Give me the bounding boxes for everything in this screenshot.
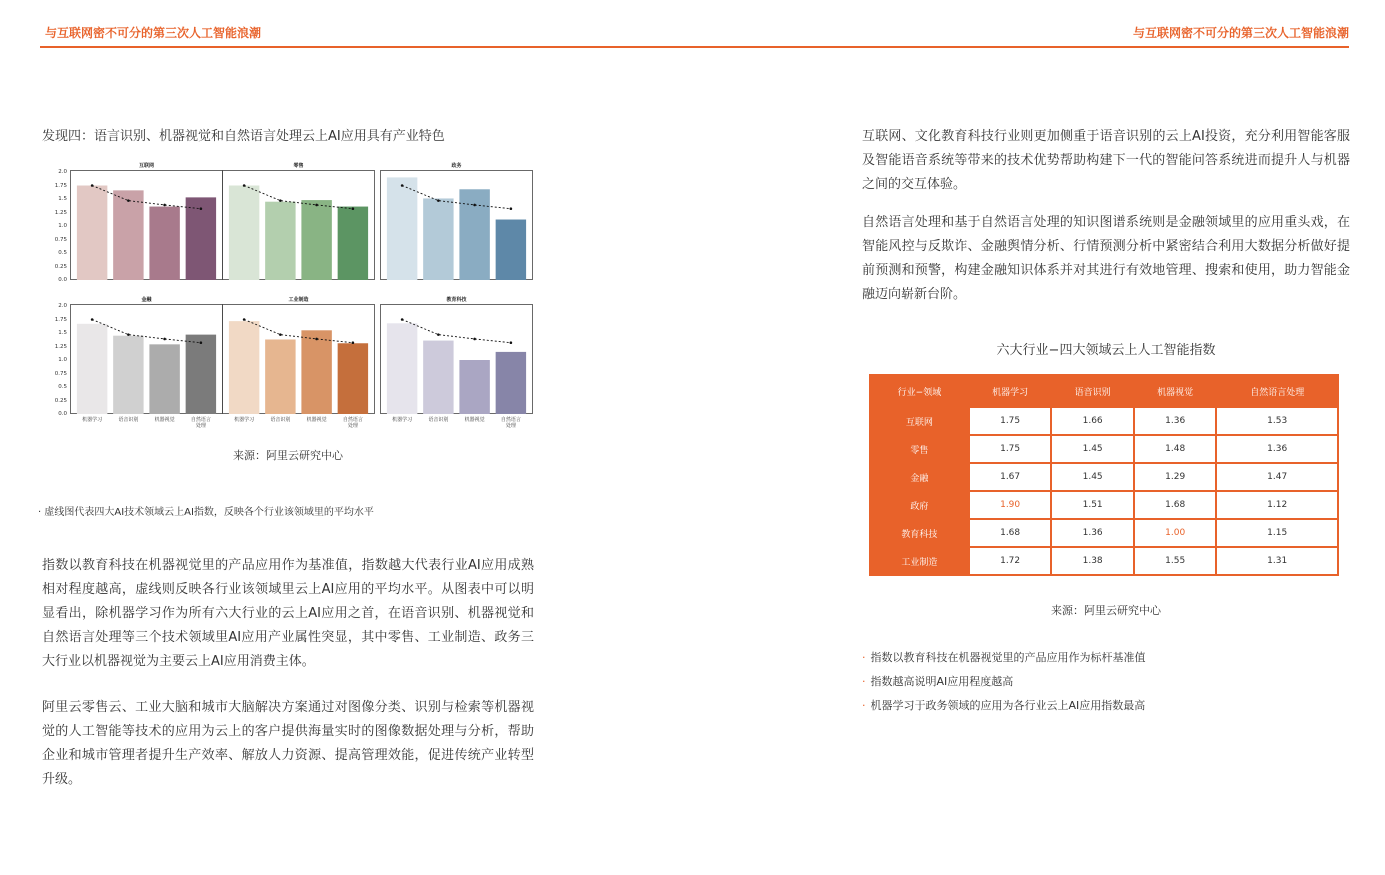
chart-panel-title: 政务 [451,163,462,169]
table-cell: 1.66 [1051,407,1134,435]
chart-avg-line [402,320,511,343]
bullet-dot-icon: · [862,651,866,664]
chart-panel-title: 互联网 [138,163,154,169]
table-title: 六大行业−四大领域云上人工智能指数 [996,343,1216,358]
index-table [869,374,1339,576]
chart-panel [70,296,223,428]
table-cell: 1.36 [1051,519,1134,547]
bullet-list [862,652,1350,712]
chart-y-tick-label: 0.0 [58,277,67,283]
chart-avg-point [352,341,355,344]
chart-avg-point [200,207,203,210]
chart-bar [496,220,526,280]
table-header-cell: 行业−领域 [870,375,969,407]
table-header-cell: 机器视觉 [1134,375,1217,407]
chart-x-tick-label: 机器学习 [392,417,413,423]
table-row [870,407,1338,435]
body-paragraph-2: 阿里云零售云、工业大脑和城市大脑解决方案通过对图像分类、识别与检索等机器视觉的人工智能等技术的应用为云上的客户提供海量实时的图像数据处理与分析，帮助企业和城市管理者提升生产效率、解放人力资源、提高管理效能，促进传统产业转型升级。 [42,700,534,787]
chart-panel-title: 工业制造 [288,297,309,303]
chart-bar [301,200,331,280]
chart-y-tick-label: 2.0 [58,169,67,175]
body-paragraph-1: 指数以教育科技在机器视觉里的产品应用作为基准值，指数越大代表行业AI应用成熟相对程度越高，虚线则反映各行业该领域里云上AI应用的平均水平。从图表中可以明显看出，除机器学习作为所有六大行业的云上AI应用之首，在语音识别、机器视觉和自然语言处理等三个技术领域里AI应用产业属性突显，其中零售、工业制造、政务三大行业以机器视觉为主要云上AI应用消费主体。 [42,558,534,669]
chart-note: · 虚线图代表四大AI技术领域云上AI指数，反映各个行业该领域里的平均水平 [38,507,374,518]
chart-y-tick-label: 1.5 [58,330,67,336]
chart-avg-point [91,318,94,321]
chart-x-tick-label: 语音识别 [118,417,139,423]
chart-y-tick-label: 1.5 [58,196,67,202]
chart-avg-point [315,204,318,207]
bullet-dot-icon: · [862,699,866,712]
chart-panel [70,162,223,294]
table-row [870,435,1338,463]
chart-bar [229,186,259,281]
chart-y-tick-label: 0.5 [58,250,67,256]
table-row-header: 零售 [870,435,969,463]
bullet-dot-icon: · [862,675,866,688]
table-cell: 1.67 [969,463,1052,491]
chart-avg-point [401,184,404,187]
chart-bar [387,323,417,414]
chart-avg-line [92,320,201,343]
chart-bar [77,186,107,281]
table-cell: 1.45 [1051,435,1134,463]
table-cell: 1.51 [1051,491,1134,519]
bullet-item [862,700,1350,712]
chart-plot [222,304,375,414]
chart-y-tick-label: 1.25 [54,343,67,350]
table-cell-highlight: 1.90 [969,491,1052,519]
bullet-item [862,676,1350,688]
table-header-row [870,375,1338,407]
chart-bar [149,207,179,280]
chart-bar [265,202,295,280]
chart-panel [380,162,533,294]
table-cell: 1.68 [1134,491,1217,519]
chart-plot [70,170,223,280]
header-title-right: 与互联网密不可分的第三次人工智能浪潮 [1132,26,1349,40]
chart-x-tick-label: 机器视觉 [464,417,485,423]
right-paragraph-2: 自然语言处理和基于自然语言处理的知识图谱系统则是金融领域里的应用重头戏，在智能风控与反欺诈、金融舆情分析、行情预测分析中紧密结合利用大数据分析做好提前预测和预警，构建金融知识体系并对其进行有效地管理、搜索和使用，助力智能金融迈向崭新台阶。 [862,215,1350,302]
chart-avg-point [437,199,440,202]
table-header-cell: 自然语言处理 [1216,375,1338,407]
chart-bar [265,339,295,414]
chart-y-tick-label: 2.0 [58,303,67,309]
chart-avg-line [244,186,353,209]
table-row [870,463,1338,491]
table-cell: 1.36 [1216,435,1338,463]
chart-bar [229,321,259,414]
chart-bar [113,190,143,280]
chart-avg-point [200,341,203,344]
chart-bar [459,189,489,280]
chart-plot [380,304,533,414]
chart-panel [380,296,533,428]
right-paragraph-1: 互联网、文化教育科技行业则更加侧重于语音识别的云上AI投资，充分利用智能客服及智能语音系统等带来的技术优势帮助构建下一代的智能问答系统进而提升人与机器之间的交互体验。 [862,129,1350,192]
chart-y-tick-label: 0.0 [58,411,67,417]
table-cell: 1.47 [1216,463,1338,491]
left-column [38,125,534,792]
chart-y-tick-label: 0.75 [54,236,67,243]
chart-bar [423,198,453,280]
table-cell: 1.75 [969,407,1052,435]
chart-avg-point [401,318,404,321]
chart-y-tick-label: 1.25 [54,209,67,216]
table-cell: 1.75 [969,435,1052,463]
table-cell: 1.12 [1216,491,1338,519]
table-row-header: 工业制造 [870,547,969,575]
table-row-header: 政府 [870,491,969,519]
chart-bar [149,344,179,414]
bullet-text: 机器学习于政务领域的应用为各行业云上AI应用指数最高 [870,699,1146,712]
chart-avg-line [402,186,511,209]
chart-avg-point [279,333,282,336]
table-cell: 1.68 [969,519,1052,547]
header-divider [40,46,1349,48]
bar-chart-grid [42,162,534,447]
chart-bar [338,343,368,414]
chart-x-tick-label: 语音识别 [428,417,449,423]
chart-plot [222,170,375,280]
chart-bar [301,330,331,414]
chart-panel [222,296,375,428]
chart-bar [113,336,143,414]
chart-bar [459,360,489,414]
right-column [862,125,1350,724]
header-title-left: 与互联网密不可分的第三次人工智能浪潮 [45,26,262,40]
chart-y-tick-label: 1.0 [58,223,67,229]
chart-bar [77,324,107,414]
bullet-item [862,652,1350,664]
chart-avg-point [163,204,166,207]
chart-avg-point [473,204,476,207]
chart-avg-point [163,338,166,341]
table-cell: 1.48 [1134,435,1217,463]
chart-y-tick-label: 0.5 [58,384,67,390]
chart-y-tick-label: 0.75 [54,370,67,377]
chart-source: 来源：阿里云研究中心 [233,449,343,462]
table-cell: 1.29 [1134,463,1217,491]
table-header-cell: 语音识别 [1051,375,1134,407]
table-row-header: 教育科技 [870,519,969,547]
table-cell: 1.36 [1134,407,1217,435]
table-row [870,547,1338,575]
table-cell: 1.15 [1216,519,1338,547]
chart-panel-title: 教育科技 [446,297,467,303]
chart-avg-line [92,186,201,209]
bullet-text: 指数越高说明AI应用程度越高 [870,675,1014,688]
chart-avg-point [437,333,440,336]
table-cell: 1.53 [1216,407,1338,435]
chart-avg-point [510,341,513,344]
chart-avg-point [243,318,246,321]
chart-avg-point [510,207,513,210]
chart-plot [70,304,223,414]
chart-avg-point [473,338,476,341]
chart-plot [380,170,533,280]
table-row [870,491,1338,519]
chart-x-tick-label: 自然语言 处理 [190,417,211,429]
finding-title: 发现四：语言识别、机器视觉和自然语言处理云上AI应用具有产业特色 [42,129,445,144]
table-cell: 1.45 [1051,463,1134,491]
chart-y-tick-label: 1.75 [54,182,67,189]
chart-y-tick-label: 0.25 [54,263,67,270]
chart-y-tick-label: 1.0 [58,357,67,363]
table-cell-highlight: 1.00 [1134,519,1217,547]
table-cell: 1.55 [1134,547,1217,575]
chart-panel-title: 零售 [293,163,304,169]
chart-y-tick-label: 1.75 [54,316,67,323]
table-header-cell: 机器学习 [969,375,1052,407]
chart-avg-point [127,333,130,336]
chart-avg-point [279,199,282,202]
chart-avg-point [127,199,130,202]
chart-x-tick-label: 自然语言 处理 [342,417,363,429]
chart-avg-point [243,184,246,187]
chart-y-tick-label: 0.25 [54,397,67,404]
chart-x-tick-label: 自然语言 处理 [500,417,521,429]
chart-x-tick-label: 机器视觉 [306,417,327,423]
table-cell: 1.38 [1051,547,1134,575]
bullet-text: 指数以教育科技在机器视觉里的产品应用作为标杆基准值 [870,651,1146,664]
table-row [870,519,1338,547]
table-row-header: 金融 [870,463,969,491]
chart-x-tick-label: 机器学习 [234,417,255,423]
table-source: 来源：阿里云研究中心 [1051,604,1161,617]
chart-bar [338,207,368,280]
chart-bar [186,335,216,414]
chart-x-tick-label: 机器视觉 [154,417,175,423]
table-cell: 1.31 [1216,547,1338,575]
chart-avg-point [315,338,318,341]
chart-avg-point [352,207,355,210]
chart-avg-line [244,320,353,343]
chart-panel [222,162,375,294]
chart-avg-point [91,184,94,187]
chart-bar [423,341,453,414]
chart-bar [496,352,526,414]
table-cell: 1.72 [969,547,1052,575]
table-row-header: 互联网 [870,407,969,435]
chart-x-tick-label: 机器学习 [82,417,103,423]
chart-x-tick-label: 语音识别 [270,417,291,423]
chart-bar [387,177,417,280]
chart-panel-title: 金融 [141,297,152,303]
